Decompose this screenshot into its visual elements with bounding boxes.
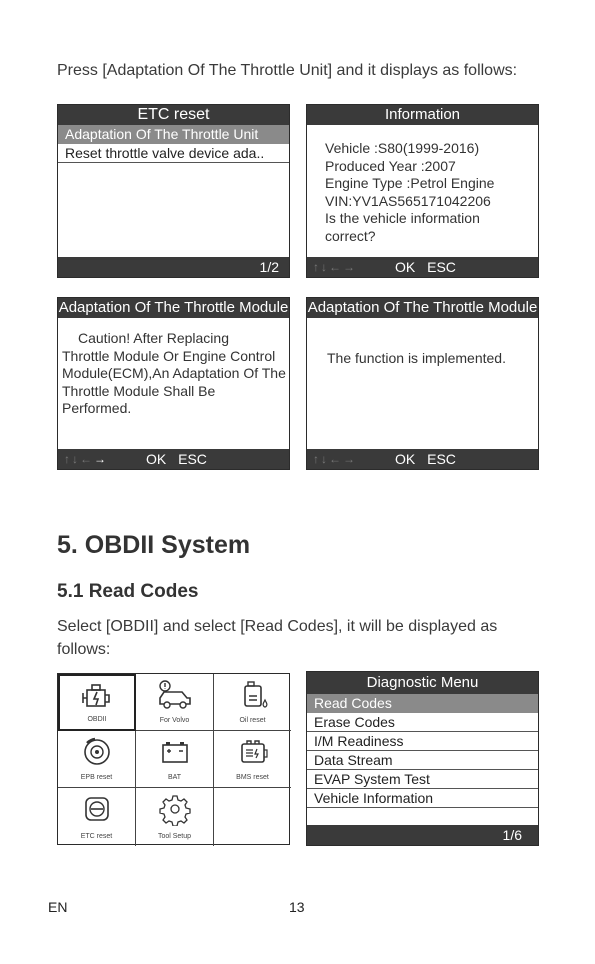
battery-icon (158, 735, 192, 769)
caution-line-rest: Throttle Module Or Engine Control Module(ECM),An Adaptation Of The Throttle Module Shall Be Performed. (62, 347, 286, 416)
ok-button[interactable]: OK (146, 451, 167, 467)
menu-item-reset-throttle-valve[interactable]: Reset throttle valve device ada.. (58, 144, 289, 163)
info-line-question: Is the vehicle information (325, 210, 480, 226)
screen-footer (307, 825, 538, 845)
menu-tile-etc-reset[interactable] (58, 788, 136, 846)
screen-footer (307, 449, 538, 469)
esc-button[interactable]: ESC (178, 451, 207, 467)
screen-footer (307, 257, 538, 277)
tile-label: Oil reset (239, 717, 266, 724)
subsection-heading: 5.1 Read Codes (57, 581, 199, 602)
section-heading: 5. OBDII System (57, 531, 251, 559)
page-indicator: 1/2 (259, 259, 279, 275)
intro-text: Press [Adaptation Of The Throttle Unit] and it displays as follows: (57, 62, 518, 79)
menu-tile-empty (214, 788, 291, 846)
tile-label: OBDII (87, 716, 107, 723)
screen-title: Adaptation Of The Throttle Module (58, 299, 289, 316)
menu-tile-bat[interactable] (136, 731, 214, 788)
screen-title: ETC reset (58, 105, 289, 125)
ok-esc-buttons (146, 449, 207, 469)
tile-label: For Volvo (159, 717, 190, 724)
menu-tile-oil-reset[interactable] (214, 674, 291, 731)
nav-arrows-icon: ↑↓←→ (64, 452, 108, 466)
oil-can-icon (236, 678, 270, 712)
menu-item-adaptation-throttle-unit[interactable]: Adaptation Of The Throttle Unit (58, 125, 289, 144)
menu-item-read-codes[interactable]: Read Codes (307, 694, 538, 713)
ok-esc-buttons (395, 257, 456, 277)
screen-title: Diagnostic Menu (307, 672, 538, 694)
screen-title: Information (307, 105, 538, 125)
diagnostic-menu-screen (306, 671, 539, 846)
menu-item-erase-codes[interactable]: Erase Codes (307, 713, 538, 732)
info-line-vehicle: Vehicle :S80(1999-2016) (325, 140, 480, 156)
throttle-icon (80, 792, 114, 826)
info-line-vin: VIN:YV1AS565171042206 (325, 192, 491, 209)
caution-line-first: Caution! After Replacing (78, 330, 229, 346)
caution-message (58, 318, 289, 418)
tile-label: EPB reset (80, 774, 113, 781)
esc-button[interactable]: ESC (427, 451, 456, 467)
tile-label: Tool Setup (157, 833, 192, 840)
menu-tile-obdii[interactable] (58, 674, 136, 731)
ok-button[interactable]: OK (395, 259, 416, 275)
ok-esc-buttons (395, 449, 456, 469)
engine-icon (80, 680, 114, 714)
info-line-question-end: correct? (325, 227, 376, 244)
menu-tile-for-volvo[interactable] (136, 674, 214, 731)
language-label: EN (48, 899, 68, 915)
tile-label: BMS reset (236, 774, 269, 781)
page-number: 13 (289, 899, 305, 915)
esc-button[interactable]: ESC (427, 259, 456, 275)
section-paragraph: Select [OBDII] and select [Read Codes], it will be displayed as follows: (57, 618, 498, 658)
brake-disc-icon (80, 735, 114, 769)
menu-item-vehicle-info[interactable]: Vehicle Information (307, 789, 538, 808)
car-icon (155, 678, 195, 712)
nav-arrows-icon: ↑↓←→ (313, 452, 357, 466)
menu-item-evap-test[interactable]: EVAP System Test (307, 770, 538, 789)
screen-footer (58, 257, 289, 277)
battery-management-icon (236, 735, 270, 769)
caution-screen (57, 297, 290, 470)
menu-item-data-stream[interactable]: Data Stream (307, 751, 538, 770)
screen-footer (58, 449, 289, 469)
gear-icon (158, 792, 192, 826)
nav-arrows-icon: ↑↓←→ (313, 260, 357, 274)
menu-tile-epb-reset[interactable] (58, 731, 136, 788)
implemented-message: The function is implemented. (327, 350, 506, 366)
tile-label: ETC reset (80, 833, 113, 840)
vehicle-info (307, 125, 538, 245)
implemented-screen (306, 297, 539, 470)
main-menu-grid (57, 673, 290, 845)
menu-tile-bms-reset[interactable] (214, 731, 291, 788)
ok-button[interactable]: OK (395, 451, 416, 467)
screen-title: Adaptation Of The Throttle Module (307, 299, 538, 316)
tile-label: BAT (167, 774, 182, 781)
info-line-year: Produced Year :2007 (325, 157, 456, 174)
information-screen (306, 104, 539, 278)
etc-reset-screen (57, 104, 290, 278)
page-indicator: 1/6 (502, 827, 522, 843)
info-line-engine: Engine Type :Petrol Engine (325, 175, 495, 191)
menu-item-im-readiness[interactable]: I/M Readiness (307, 732, 538, 751)
menu-tile-tool-setup[interactable] (136, 788, 214, 846)
